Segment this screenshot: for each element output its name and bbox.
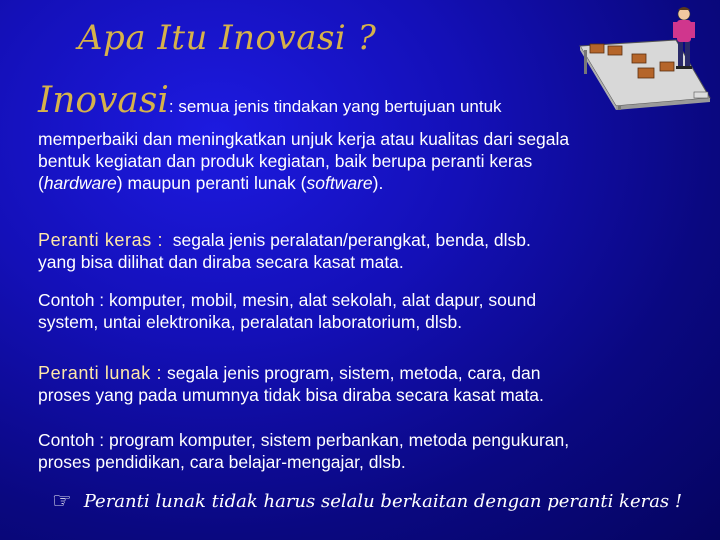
software-example-2: proses pendidikan, cara belajar-mengajar, dlsb.: [38, 452, 406, 472]
intro-line-2: bentuk kegiatan dan produk kegiatan, baik berupa peranti keras: [38, 151, 533, 171]
hardware-word: hardware: [43, 173, 117, 193]
hardware-line-1: [38, 229, 531, 251]
term-definition: : semua jenis tindakan yang bertujuan untuk: [168, 97, 502, 116]
intro-line-3-middle: ) maupun peranti lunak (: [116, 173, 307, 193]
term-definition-line: [38, 80, 502, 121]
intro-paragraph: [38, 128, 569, 194]
footer-note: [52, 488, 682, 514]
pointing-hand-icon: ☞: [52, 488, 72, 513]
software-def-1: segala jenis program, sistem, metoda, cara, dan: [166, 363, 541, 383]
software-word: software: [306, 173, 373, 193]
intro-line-3: [38, 172, 569, 194]
software-definition: [38, 362, 544, 406]
software-example-1: Contoh : program komputer, sistem perbankan, metoda pengukuran,: [38, 430, 570, 450]
intro-line-1: memperbaiki dan meningkatkan unjuk kerja atau kualitas dari segala: [38, 129, 570, 149]
hardware-term: Peranti keras :: [38, 230, 164, 250]
software-def-2: proses yang pada umumnya tidak bisa diraba secara kasat mata.: [38, 385, 544, 405]
slide-title: Apa Itu Inovasi ?: [78, 18, 377, 58]
hardware-example-2: system, untai elektronika, peralatan laboratorium, dlsb.: [38, 312, 463, 332]
hardware-example-1: Contoh : komputer, mobil, mesin, alat sekolah, alat dapur, sound: [38, 290, 537, 310]
paren-close: ).: [372, 173, 384, 193]
hardware-def-1: segala jenis peralatan/perangkat, benda, dlsb.: [172, 230, 531, 250]
term-word: Inovasi: [38, 80, 169, 121]
hardware-def-2: yang bisa dilihat dan diraba secara kasat mata.: [38, 252, 404, 272]
software-term: Peranti lunak :: [38, 363, 163, 383]
footer-note-text: Peranti lunak tidak harus selalu berkaitan dengan peranti keras !: [83, 491, 683, 512]
software-line-1: [38, 362, 544, 384]
hardware-example: [38, 289, 536, 333]
assembly-line-illustration: [576, 2, 716, 110]
hardware-definition: [38, 229, 531, 273]
software-example: [38, 429, 569, 473]
paren-open: (: [38, 173, 44, 193]
